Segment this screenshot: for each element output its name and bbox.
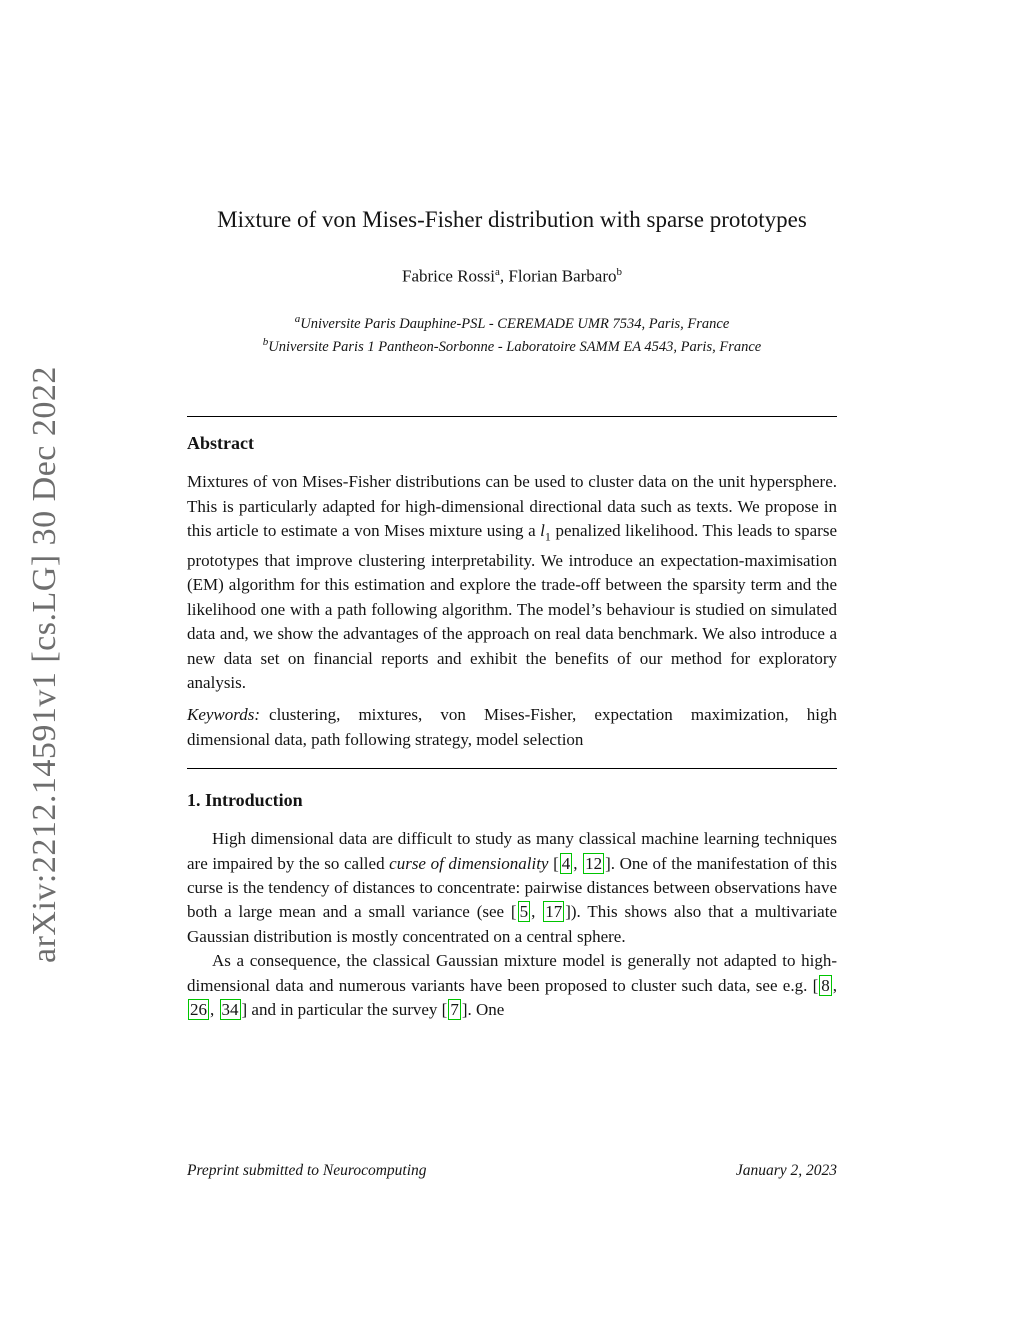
keywords-label: Keywords: (187, 705, 261, 725)
affiliations-block (187, 310, 837, 358)
intro-paragraph-2 (187, 949, 837, 1022)
page-footer (187, 1161, 837, 1181)
footer-date: January 2, 2023 (735, 1162, 837, 1179)
affiliation-a (187, 310, 837, 334)
keywords-text: clustering, mixtures, von Mises-Fisher, expectation maximization, high dimensional data, path following strategy, model selection (187, 705, 837, 749)
arxiv-watermark: arXiv:2212.14591v1 [cs.LG] 30 Dec 2022 (26, 366, 63, 963)
abstract-heading: Abstract (187, 433, 254, 454)
affiliation-text-a: Universite Paris Dauphine-PSL - CEREMADE UMR 7534, Paris, France (300, 315, 730, 332)
authors-line (187, 262, 837, 287)
abstract-text (187, 470, 837, 695)
paragraph-text: , (531, 902, 543, 922)
citation-link-8[interactable]: 8 (821, 975, 830, 995)
citation-link-7[interactable]: 7 (450, 1000, 459, 1020)
paragraph-text: ] and in particular the survey [ (241, 1000, 448, 1020)
author-separator: , (499, 266, 509, 286)
author-affiliation-mark-a: a (495, 266, 500, 278)
math-l1-penalty (540, 521, 551, 544)
paragraph-text: High dimensional data are difficult to study as many classical machine learning techniques are impaired by the so called (187, 829, 837, 873)
author-name-1: Fabrice Rossi (401, 266, 496, 286)
affiliation-mark-a: a (294, 312, 301, 325)
affiliation-b (187, 333, 837, 357)
footer-preprint-note: Preprint submitted to Neurocomputing (187, 1162, 427, 1179)
paragraph-text: , (573, 853, 583, 873)
paragraph-text: , (210, 1000, 219, 1020)
math-variable: l (540, 521, 545, 541)
author-affiliation-mark-b: b (616, 266, 623, 278)
citation-link-26[interactable]: 26 (190, 1000, 207, 1020)
citation-link-34[interactable]: 34 (221, 1000, 239, 1020)
intro-paragraph-1 (187, 827, 837, 949)
section-heading-introduction: 1. Introduction (187, 790, 303, 811)
paragraph-text: ]. One of the manifestation of this curse is the tendency of distances to concentrate: pairwise distances between observations have both a large mean and a small variance (see [ (187, 853, 838, 922)
abstract-segment-2: penalized likelihood. This leads to sparse prototypes that improve clustering interpretability. We introduce an expectation-maximisation (EM) algorithm for this estimation and explore the trade-off between the sparsity term and the likelihood one with a path following algorithm. The model’s behaviour is studied on simulated data and, we show the advantages of the approach on real data benchmark. We also introduce a new data set on financial reports and exhibit the benefits of our method for exploratory analysis. (187, 521, 837, 692)
paragraph-text: [ (548, 853, 559, 873)
author-name-2: Florian Barbaro (508, 266, 617, 286)
affiliation-mark-b: b (262, 336, 269, 349)
abstract-segment-1: Mixtures of von Mises-Fisher distributions can be used to cluster data on the unit hypersphere. This is particularly adapted for high-dimensional directional data such as texts. We propose in this article to estimate a von Mises mixture using a (187, 472, 837, 541)
paragraph-text: ]). This shows also that a multivariate Gaussian distribution is mostly concentrated on a central sphere. (187, 902, 837, 946)
paragraph-text: As a consequence, the classical Gaussian mixture model is generally not adapted to high-dimensional data and numerous variants have been proposed to cluster such data, see e.g. [ (187, 951, 837, 995)
page-column (187, 0, 837, 1325)
paragraph-text: ]. One (461, 1000, 505, 1020)
abstract-bottom-divider (187, 768, 837, 769)
keywords-line (187, 703, 837, 752)
paragraph-text: , (832, 975, 837, 995)
affiliation-text-b: Universite Paris 1 Pantheon-Sorbonne - Laboratoire SAMM EA 4543, Paris, France (268, 339, 762, 356)
citation-link-17[interactable]: 17 (545, 902, 563, 922)
citation-link-5[interactable]: 5 (519, 902, 529, 922)
paper-title: Mixture of von Mises-Fisher distribution with sparse prototypes (217, 207, 807, 232)
citation-link-12[interactable]: 12 (585, 853, 603, 873)
abstract-top-divider (187, 416, 837, 417)
math-subscript: 1 (544, 529, 551, 544)
citation-link-4[interactable]: 4 (561, 853, 571, 873)
emphasis-curse-of-dimensionality: curse of dimensionality (389, 853, 549, 873)
